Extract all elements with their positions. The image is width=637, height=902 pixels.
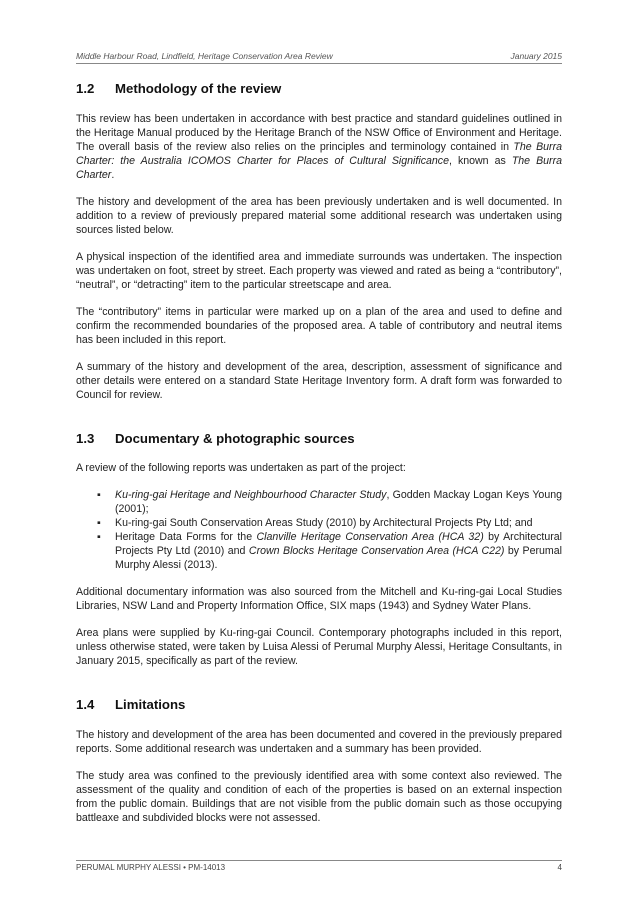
section-title: Documentary & photographic sources [115,431,355,446]
list-item [97,516,562,530]
list-item [97,488,562,516]
text-run: , known as [448,155,512,167]
text-run: . [111,169,115,181]
header-title: Middle Harbour Road, Lindfield, Heritage Conservation Area Review [76,51,333,61]
bullet-icon: ▪ [97,531,101,543]
section-number: 1.4 [76,697,95,712]
paragraph: The “contributory” items in particular were marked up on a plan of the area and used to define and confirm the recommended boundaries of the proposed area. A table of contributory and neutral items has been included in this report. [76,306,562,346]
section-body-1-4 [76,728,562,825]
section-heading-1-3 [76,431,562,446]
paragraph: The history and development of the area has been documented and covered in the previously prepared reports. Some additional research was undertaken and a summary has been provided. [76,729,562,755]
page-number: 4 [557,863,562,872]
section-1-3-continuation [76,585,562,668]
text-run: This review has been undertaken in accordance with best practice and standard guidelines outlined in the Heritage Manual produced by the Heritage Branch of the NSW Office of Environment and Heritage. The overall basis of the review also relies on the principles and terminology contained in [76,113,562,153]
section-title: Methodology of the review [115,81,282,96]
text-run: by Architectural Projects Pty Ltd (2010) and [115,531,562,557]
bullet-icon: ▪ [97,489,101,501]
paragraph: A physical inspection of the identified area and immediate surrounds was undertaken. The inspection was undertaken on foot, street by street. Each property was viewed and rated as being a “contributory”, “neutral”, or “detracting” item to the particular streetscape and area. [76,251,562,291]
header-date: January 2015 [510,51,562,61]
paragraph: A review of the following reports was undertaken as part of the project: [76,462,406,474]
italic-title: Crown Blocks Heritage Conservation Area (HCA C22) [248,545,505,557]
section-body-1-3 [76,461,562,668]
list-item [97,530,562,572]
italic-title: Ku-ring-gai Heritage and Neighbourhood Character Study [115,489,387,501]
text-run: Heritage Data Forms for the [115,531,257,543]
section-number: 1.3 [76,431,95,446]
paragraph [76,112,562,182]
header-rule [76,63,562,64]
italic-title: Clanville Heritage Conservation Area (HCA 32) [256,531,484,543]
section-body-1-2 [76,112,562,402]
text-run: , Godden Mackay Logan Keys Young (2001); [115,489,562,515]
italic-title: The Burra Charter: the Australia ICOMOS Charter for Places of Cultural Significance [76,141,562,167]
italic-title: The Burra Charter [76,155,562,181]
paragraph: The history and development of the area has been previously undertaken and is well documented. In addition to a review of previously prepared material some additional research was undertaken using sources listed below. [76,196,562,236]
bullet-icon: ▪ [97,517,101,529]
paragraph: The study area was confined to the previously identified area with some context also reviewed. The assessment of the quality and condition of each of the properties is based on an external inspection from the public domain. Buildings that are not visible from the public domain such as those occupying battleaxe and subdivided blocks were not assessed. [76,770,562,824]
text-run: Ku-ring-gai South Conservation Areas Study (2010) by Architectural Projects Pty Ltd; and [115,517,533,529]
footer-firm: PERUMAL MURPHY ALESSI • PM-14013 [76,863,226,872]
section-number: 1.2 [76,81,95,96]
running-header [76,51,562,61]
section-heading-1-2 [76,81,562,96]
paragraph: A summary of the history and development of the area, description, assessment of significance and other details were entered on a standard State Heritage Inventory form. A draft form was forwarded to Council for review. [76,361,562,401]
paragraph: Additional documentary information was also sourced from the Mitchell and Ku-ring-gai Local Studies Libraries, NSW Land and Property Information Office, SIX maps (1943) and Sydney Water Plans. [76,586,562,612]
paragraph: Area plans were supplied by Ku-ring-gai Council. Contemporary photographs included in this report, unless otherwise stated, were taken by Luisa Alessi of Perumal Murphy Alessi, Heritage Consultants, in January 2015, specifically as part of the review. [76,627,562,667]
section-heading-1-4 [76,697,562,712]
text-run: by Perumal Murphy Alessi (2013). [115,545,562,571]
section-title: Limitations [115,697,186,712]
page-content [76,70,562,825]
running-footer [76,860,562,872]
reports-list [76,488,562,572]
